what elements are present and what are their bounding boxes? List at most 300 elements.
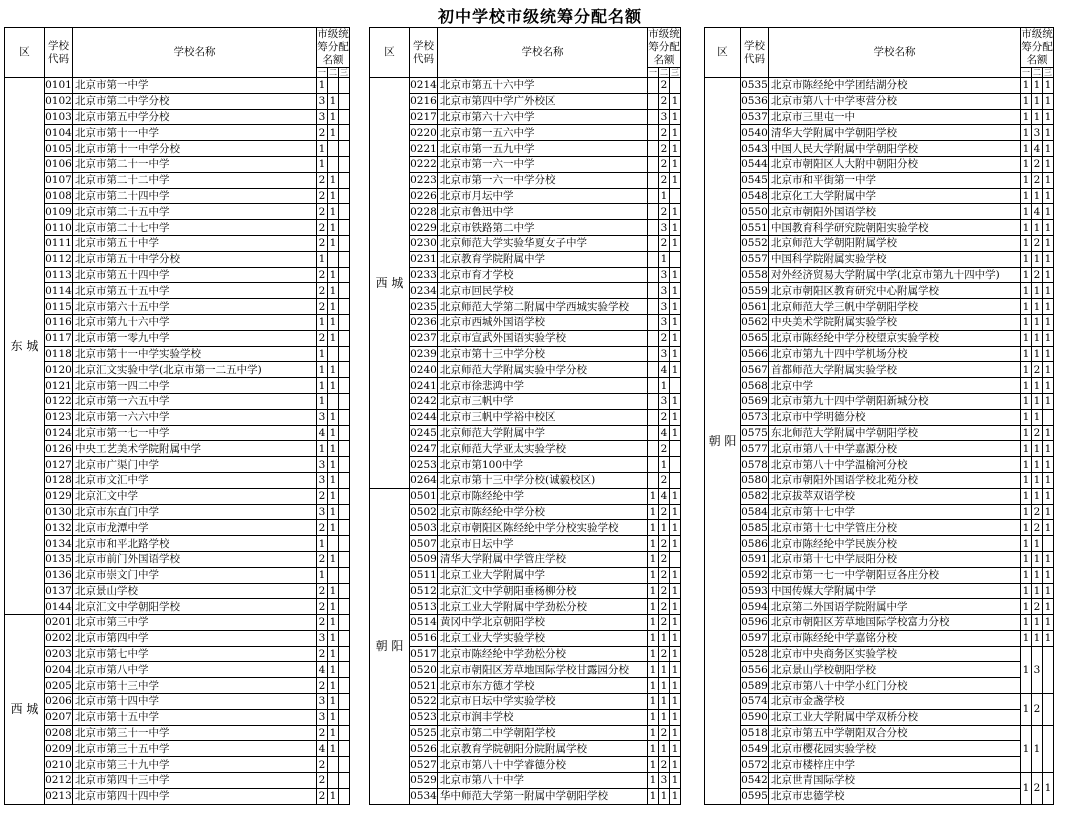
school-name: 北京市第三中学 bbox=[73, 615, 317, 631]
table-row bbox=[5, 567, 350, 583]
quota-q2: 2 bbox=[659, 125, 670, 141]
quota-q2: 3 bbox=[1032, 125, 1043, 141]
quota-q2: 1 bbox=[659, 741, 670, 757]
quota-q3: 1 bbox=[1043, 567, 1054, 583]
table-row bbox=[370, 472, 681, 488]
school-code: 0517 bbox=[410, 648, 437, 661]
school-name: 北京工业大学实验学校 bbox=[438, 630, 648, 646]
school-code: 0559 bbox=[741, 284, 768, 297]
quota-q3 bbox=[339, 141, 350, 157]
quota-q1 bbox=[648, 109, 659, 125]
quota-q2: 1 bbox=[1032, 283, 1043, 299]
quota-q1 bbox=[648, 204, 659, 220]
table-row bbox=[5, 125, 350, 141]
quota-q3 bbox=[339, 773, 350, 789]
quota-q1 bbox=[648, 78, 659, 94]
school-code: 0106 bbox=[45, 158, 72, 171]
table-row bbox=[5, 220, 350, 236]
quota-q2: 1 bbox=[328, 125, 339, 141]
quota-q1: 3 bbox=[317, 109, 328, 125]
school-name: 华中师范大学第一附属中学朝阳学校 bbox=[438, 788, 648, 804]
quota-q1: 2 bbox=[317, 267, 328, 283]
quota-q2: 1 bbox=[1032, 472, 1043, 488]
table-row bbox=[370, 125, 681, 141]
school-code: 0204 bbox=[45, 663, 72, 676]
table-row bbox=[5, 488, 350, 504]
school-name: 中央美术学院附属实验学校 bbox=[769, 314, 1021, 330]
school-code: 0518 bbox=[741, 727, 768, 740]
header-district: 区 bbox=[5, 28, 45, 78]
quota-q1: 2 bbox=[317, 520, 328, 536]
quota-q2: 2 bbox=[1032, 156, 1043, 172]
quota-q3: 1 bbox=[1043, 109, 1054, 125]
quota-q1: 2 bbox=[317, 204, 328, 220]
quota-q2: 1 bbox=[1032, 220, 1043, 236]
quota-q2: 1 bbox=[328, 551, 339, 567]
table-row bbox=[705, 204, 1054, 220]
quota-q3 bbox=[339, 330, 350, 346]
quota-q2: 1 bbox=[659, 630, 670, 646]
table-row bbox=[370, 425, 681, 441]
quota-q3: 1 bbox=[670, 725, 681, 741]
quota-q1: 4 bbox=[317, 741, 328, 757]
quota-q2: 2 bbox=[659, 567, 670, 583]
school-name: 北京市第五十中学 bbox=[73, 235, 317, 251]
quota-q3: 1 bbox=[1043, 188, 1054, 204]
table-row bbox=[705, 630, 1054, 646]
quota-q1: 1 bbox=[317, 156, 328, 172]
quota-q2: 1 bbox=[328, 441, 339, 457]
quota-q3: 1 bbox=[670, 204, 681, 220]
quota-q3 bbox=[339, 788, 350, 804]
school-code: 0253 bbox=[410, 458, 437, 471]
school-name: 北京市陈经纶中学团结湖分校 bbox=[769, 78, 1021, 94]
table-row bbox=[705, 599, 1054, 615]
quota-q1 bbox=[648, 299, 659, 315]
header-quota-level: 二 bbox=[329, 68, 337, 77]
table-row bbox=[705, 299, 1054, 315]
school-code: 0111 bbox=[45, 237, 72, 250]
quota-q1-merged: 1 bbox=[1021, 646, 1032, 693]
school-name: 北京市鲁迅中学 bbox=[438, 204, 648, 220]
quota-q1 bbox=[648, 330, 659, 346]
quota-q2: 1 bbox=[328, 188, 339, 204]
school-name: 北京市第五十四中学 bbox=[73, 267, 317, 283]
quota-q3 bbox=[339, 662, 350, 678]
quota-q3: 1 bbox=[1043, 615, 1054, 631]
quota-q2: 1 bbox=[328, 662, 339, 678]
quota-q1: 1 bbox=[1021, 330, 1032, 346]
quota-q3: 1 bbox=[1043, 220, 1054, 236]
table-row bbox=[370, 441, 681, 457]
school-name: 北京市月坛中学 bbox=[438, 188, 648, 204]
header-quota-level: 三 bbox=[340, 68, 348, 77]
table-row bbox=[370, 299, 681, 315]
quota-q3: 1 bbox=[670, 615, 681, 631]
table-row bbox=[370, 551, 681, 567]
school-name: 北京市第五中学朝阳双合分校 bbox=[769, 725, 1021, 741]
quota-q1: 3 bbox=[317, 630, 328, 646]
school-code: 0501 bbox=[410, 490, 437, 503]
school-code: 0206 bbox=[45, 695, 72, 708]
table-row bbox=[705, 267, 1054, 283]
quota-q1 bbox=[648, 283, 659, 299]
table-row bbox=[705, 757, 1054, 773]
school-code: 0121 bbox=[45, 379, 72, 392]
school-name: 北京市东直门中学 bbox=[73, 504, 317, 520]
quota-q3 bbox=[339, 267, 350, 283]
school-code: 0241 bbox=[410, 379, 437, 392]
school-name: 北京第二外国语学院附属中学 bbox=[769, 599, 1021, 615]
school-name: 北京市第二中学朝阳学校 bbox=[438, 725, 648, 741]
table-row bbox=[5, 599, 350, 615]
quota-q3: 1 bbox=[670, 741, 681, 757]
table-row bbox=[370, 156, 681, 172]
school-code: 0573 bbox=[741, 411, 768, 424]
quota-q3 bbox=[339, 741, 350, 757]
quota-q2: 2 bbox=[1032, 504, 1043, 520]
school-name: 北京市第四中学广外校区 bbox=[438, 93, 648, 109]
quota-q1: 1 bbox=[1021, 220, 1032, 236]
table-row bbox=[705, 472, 1054, 488]
school-code: 0562 bbox=[741, 316, 768, 329]
school-name: 北京市西城外国语学校 bbox=[438, 314, 648, 330]
quota-q3: 1 bbox=[670, 630, 681, 646]
table-row bbox=[5, 362, 350, 378]
table-row bbox=[705, 551, 1054, 567]
quota-q2: 2 bbox=[1032, 599, 1043, 615]
quota-q3 bbox=[670, 188, 681, 204]
quota-q1: 1 bbox=[1021, 283, 1032, 299]
school-code: 0520 bbox=[410, 663, 437, 676]
quota-q2: 1 bbox=[328, 378, 339, 394]
table-row bbox=[370, 757, 681, 773]
school-code: 0212 bbox=[45, 774, 72, 787]
table-row bbox=[370, 615, 681, 631]
school-code: 0214 bbox=[410, 79, 437, 92]
school-code: 0597 bbox=[741, 632, 768, 645]
quota-q3 bbox=[339, 188, 350, 204]
school-code: 0208 bbox=[45, 727, 72, 740]
quota-q3 bbox=[339, 599, 350, 615]
quota-q3: 1 bbox=[1043, 235, 1054, 251]
school-name: 北京市第三十一中学 bbox=[73, 725, 317, 741]
quota-q3 bbox=[1043, 409, 1054, 425]
quota-q2: 1 bbox=[659, 378, 670, 394]
quota-q2-merged: 2 bbox=[1032, 773, 1043, 805]
school-code: 0590 bbox=[741, 711, 768, 724]
quota-q2: 2 bbox=[659, 615, 670, 631]
quota-q1: 3 bbox=[317, 709, 328, 725]
school-name: 北京市第一五九中学 bbox=[438, 141, 648, 157]
school-code: 0557 bbox=[741, 253, 768, 266]
header-quota-level: 三 bbox=[1044, 68, 1052, 77]
school-name: 北京市第十七中学辰阳分校 bbox=[769, 551, 1021, 567]
school-code: 0217 bbox=[410, 110, 437, 123]
quota-q2: 1 bbox=[1032, 583, 1043, 599]
quota-q1: 1 bbox=[317, 441, 328, 457]
school-code: 0594 bbox=[741, 600, 768, 613]
quota-q3: 1 bbox=[670, 678, 681, 694]
quota-q1: 2 bbox=[317, 330, 328, 346]
table-row bbox=[370, 141, 681, 157]
quota-q3 bbox=[339, 362, 350, 378]
quota-q3: 1 bbox=[1043, 583, 1054, 599]
school-code: 0544 bbox=[741, 158, 768, 171]
quota-q2: 1 bbox=[328, 646, 339, 662]
quota-q1-merged: 1 bbox=[1021, 773, 1032, 805]
quota-q2: 2 bbox=[659, 204, 670, 220]
school-code: 0201 bbox=[45, 616, 72, 629]
school-name: 北京市三帆中学裕中校区 bbox=[438, 409, 648, 425]
school-code: 0126 bbox=[45, 442, 72, 455]
table-row bbox=[5, 346, 350, 362]
quota-q1 bbox=[648, 314, 659, 330]
quota-q1: 1 bbox=[1021, 251, 1032, 267]
table-row bbox=[705, 788, 1054, 804]
school-code: 0578 bbox=[741, 458, 768, 471]
quota-q2: 1 bbox=[328, 520, 339, 536]
school-code: 0223 bbox=[410, 174, 437, 187]
quota-q3 bbox=[339, 615, 350, 631]
table-row bbox=[705, 694, 1054, 710]
school-code: 0566 bbox=[741, 347, 768, 360]
quota-q1: 1 bbox=[1021, 267, 1032, 283]
school-code: 0527 bbox=[410, 758, 437, 771]
header-quota-level: 一 bbox=[649, 68, 657, 77]
table-row bbox=[5, 299, 350, 315]
school-code: 0511 bbox=[410, 569, 437, 582]
quota-q3 bbox=[339, 156, 350, 172]
quota-q1: 1 bbox=[648, 551, 659, 567]
school-code: 0240 bbox=[410, 363, 437, 376]
school-code: 0205 bbox=[45, 679, 72, 692]
quota-q2: 1 bbox=[1032, 630, 1043, 646]
quota-q1: 2 bbox=[317, 299, 328, 315]
school-code: 0548 bbox=[741, 189, 768, 202]
school-code: 0542 bbox=[741, 774, 768, 787]
quota-q3 bbox=[1043, 536, 1054, 552]
table-row bbox=[370, 725, 681, 741]
school-name: 中国传媒大学附属中学 bbox=[769, 583, 1021, 599]
table-row bbox=[705, 78, 1054, 94]
table-row bbox=[705, 662, 1054, 678]
quota-q3: 1 bbox=[1043, 330, 1054, 346]
school-code: 0228 bbox=[410, 205, 437, 218]
quota-q2: 2 bbox=[1032, 267, 1043, 283]
header-quota: 市级统筹分配名额 bbox=[317, 28, 349, 66]
table-row bbox=[5, 583, 350, 599]
quota-q3: 1 bbox=[670, 567, 681, 583]
school-name: 北京市回民学校 bbox=[438, 283, 648, 299]
quota-q2 bbox=[328, 536, 339, 552]
school-code: 0556 bbox=[741, 663, 768, 676]
quota-q2: 2 bbox=[659, 583, 670, 599]
quota-q1: 1 bbox=[1021, 504, 1032, 520]
school-code: 0558 bbox=[741, 268, 768, 281]
school-name: 北京拔萃双语学校 bbox=[769, 488, 1021, 504]
school-name: 北京市第九十四中学朝阳新城分校 bbox=[769, 393, 1021, 409]
school-code: 0551 bbox=[741, 221, 768, 234]
quota-q3 bbox=[339, 536, 350, 552]
quota-q3: 1 bbox=[1043, 346, 1054, 362]
quota-q1: 3 bbox=[317, 694, 328, 710]
school-code: 0226 bbox=[410, 189, 437, 202]
school-name: 北京市朝阳外国语学校 bbox=[769, 204, 1021, 220]
header-quota-level: 二 bbox=[1033, 68, 1041, 77]
quota-q1: 1 bbox=[648, 678, 659, 694]
table-row bbox=[370, 457, 681, 473]
quota-q2: 1 bbox=[328, 583, 339, 599]
school-name: 北京师范大学亚太实验学校 bbox=[438, 441, 648, 457]
quota-q2 bbox=[328, 393, 339, 409]
quota-q2: 2 bbox=[1032, 425, 1043, 441]
school-name: 北京市三里屯一中 bbox=[769, 109, 1021, 125]
quota-q2: 1 bbox=[328, 299, 339, 315]
quota-q3 bbox=[339, 646, 350, 662]
school-code: 0516 bbox=[410, 632, 437, 645]
school-name: 北京市日坛中学实验学校 bbox=[438, 694, 648, 710]
quota-q2: 1 bbox=[1032, 409, 1043, 425]
quota-q1: 1 bbox=[648, 741, 659, 757]
quota-q1: 1 bbox=[1021, 599, 1032, 615]
table-row bbox=[705, 488, 1054, 504]
table-row bbox=[705, 536, 1054, 552]
school-name: 北京市第十一中学实验学校 bbox=[73, 346, 317, 362]
school-name: 北京市广渠门中学 bbox=[73, 457, 317, 473]
table-row bbox=[5, 504, 350, 520]
quota-q2: 1 bbox=[328, 678, 339, 694]
quota-q1: 2 bbox=[317, 615, 328, 631]
quota-q1 bbox=[648, 156, 659, 172]
quota-q2: 2 bbox=[659, 156, 670, 172]
quota-q1: 2 bbox=[317, 757, 328, 773]
school-name: 北京市朝阳区陈经纶中学分校实验学校 bbox=[438, 520, 648, 536]
table-row bbox=[705, 188, 1054, 204]
quota-q1: 1 bbox=[1021, 393, 1032, 409]
school-name: 北京师范大学附属实验中学分校 bbox=[438, 362, 648, 378]
quota-q2: 1 bbox=[1032, 346, 1043, 362]
quota-q3 bbox=[339, 235, 350, 251]
table-row bbox=[705, 741, 1054, 757]
quota-q3: 1 bbox=[670, 346, 681, 362]
school-name: 北京市朝阳外国语学校北苑分校 bbox=[769, 472, 1021, 488]
quota-q1: 1 bbox=[1021, 141, 1032, 157]
school-code: 0236 bbox=[410, 316, 437, 329]
quota-q2: 1 bbox=[1032, 457, 1043, 473]
quota-q2: 3 bbox=[659, 773, 670, 789]
quota-q3: 1 bbox=[670, 425, 681, 441]
quota-q1 bbox=[648, 457, 659, 473]
quota-q1: 1 bbox=[1021, 204, 1032, 220]
quota-q3: 1 bbox=[670, 709, 681, 725]
header-quota-level: 一 bbox=[318, 68, 326, 77]
school-name: 北京市第九十四中学机场分校 bbox=[769, 346, 1021, 362]
table-row bbox=[705, 393, 1054, 409]
quota-q2: 2 bbox=[659, 646, 670, 662]
school-code: 0540 bbox=[741, 126, 768, 139]
quota-q2 bbox=[328, 567, 339, 583]
quota-q3: 1 bbox=[1043, 472, 1054, 488]
quota-q2: 2 bbox=[659, 441, 670, 457]
quota-q1: 2 bbox=[317, 125, 328, 141]
quota-q1 bbox=[648, 220, 659, 236]
quota-q1: 1 bbox=[648, 646, 659, 662]
school-code: 0550 bbox=[741, 205, 768, 218]
school-code: 0116 bbox=[45, 316, 72, 329]
quota-q1: 1 bbox=[1021, 488, 1032, 504]
table-row bbox=[5, 314, 350, 330]
school-name: 北京工业大学附属中学 bbox=[438, 567, 648, 583]
table-row bbox=[705, 235, 1054, 251]
quota-q1 bbox=[648, 267, 659, 283]
header-quota-level: 一 bbox=[1022, 68, 1030, 77]
school-code: 0502 bbox=[410, 505, 437, 518]
header-school-name: 学校名称 bbox=[438, 28, 648, 78]
quota-q1: 3 bbox=[317, 457, 328, 473]
quota-q1: 1 bbox=[648, 520, 659, 536]
school-name: 北京市第十五中学 bbox=[73, 709, 317, 725]
quota-q2: 1 bbox=[1032, 314, 1043, 330]
quota-q2 bbox=[328, 251, 339, 267]
quota-q3: 1 bbox=[1043, 267, 1054, 283]
quota-q1: 1 bbox=[1021, 441, 1032, 457]
quota-q1 bbox=[648, 188, 659, 204]
table-row bbox=[5, 283, 350, 299]
table-row bbox=[370, 93, 681, 109]
table-row bbox=[370, 188, 681, 204]
school-code: 0565 bbox=[741, 332, 768, 345]
quota-q3: 1 bbox=[670, 172, 681, 188]
quota-q1: 1 bbox=[1021, 125, 1032, 141]
quota-q1: 1 bbox=[648, 725, 659, 741]
quota-q2: 1 bbox=[1032, 393, 1043, 409]
quota-q1: 1 bbox=[648, 583, 659, 599]
quota-q2: 1 bbox=[659, 520, 670, 536]
school-name: 对外经济贸易大学附属中学(北京市第九十四中学) bbox=[769, 267, 1021, 283]
school-code: 0130 bbox=[45, 505, 72, 518]
school-name: 北京市第五中学分校 bbox=[73, 109, 317, 125]
header-code: 学校代码 bbox=[741, 28, 769, 78]
table-row bbox=[370, 362, 681, 378]
table-row bbox=[370, 314, 681, 330]
school-code: 0596 bbox=[741, 616, 768, 629]
quota-q3: 1 bbox=[670, 141, 681, 157]
school-code: 0593 bbox=[741, 584, 768, 597]
quota-q3 bbox=[339, 725, 350, 741]
table-row bbox=[705, 314, 1054, 330]
quota-q2: 3 bbox=[659, 314, 670, 330]
school-code: 0512 bbox=[410, 584, 437, 597]
quota-q1 bbox=[648, 235, 659, 251]
quota-q2: 2 bbox=[659, 599, 670, 615]
quota-q3: 1 bbox=[670, 662, 681, 678]
table-row bbox=[5, 378, 350, 394]
quota-q3: 1 bbox=[670, 93, 681, 109]
school-name: 北京市第八十中学嘉源分校 bbox=[769, 441, 1021, 457]
quota-q1: 1 bbox=[648, 773, 659, 789]
school-name: 北京市第一六六中学 bbox=[73, 409, 317, 425]
school-code: 0108 bbox=[45, 189, 72, 202]
school-code: 0526 bbox=[410, 742, 437, 755]
school-code: 0112 bbox=[45, 253, 72, 266]
quota-q1: 1 bbox=[1021, 314, 1032, 330]
school-name: 北京师范大学实验华夏女子中学 bbox=[438, 235, 648, 251]
district-cell: 西 城 bbox=[5, 615, 45, 805]
table-row bbox=[370, 346, 681, 362]
school-code: 0534 bbox=[410, 790, 437, 803]
table-row bbox=[5, 409, 350, 425]
